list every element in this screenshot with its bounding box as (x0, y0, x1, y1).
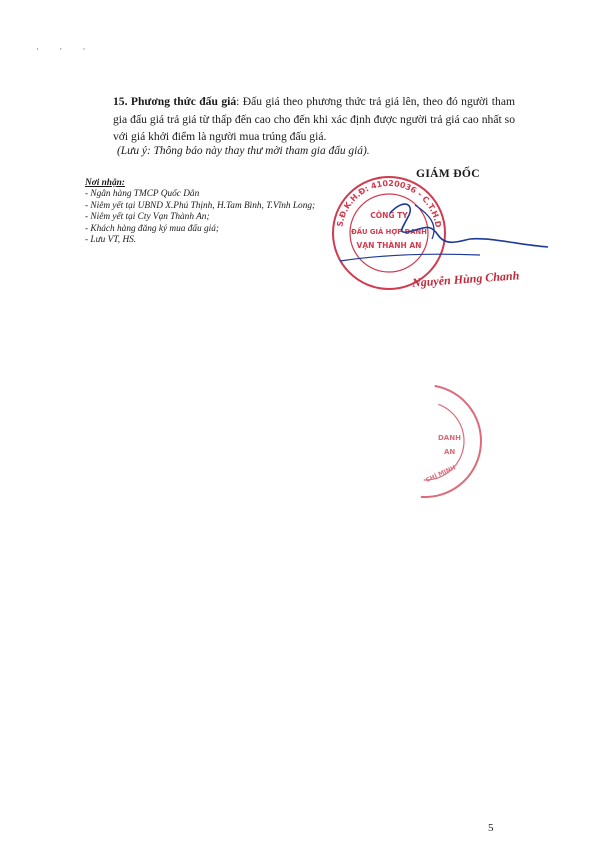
signature-scribble (320, 195, 550, 275)
note-text: (Lưu ý: Thông báo này thay thư mời tham gia đấu giá). (117, 145, 370, 157)
stamp-line-3: VẠN THÀNH AN (356, 241, 422, 250)
scan-specks: · · · (36, 44, 95, 54)
signer-name: Nguyễn Hùng Chanh (411, 268, 520, 290)
svg-text:DANH: DANH (438, 434, 461, 442)
stamp-line-2: ĐẤU GIÁ HỢP DANH (351, 228, 427, 236)
section-15-text: : Đấu giá theo phương thức trả giá lên, theo đó người tham gia đấu giá trả giá từ thấp đến cao cho đến khi xác định được người trả giá cao nhất so với giá khởi điểm là người mua trúng đấu giá. (113, 95, 515, 143)
signer-title: GIÁM ĐỐC (416, 167, 480, 180)
section-15-heading: 15. Phương thức đấu giá (113, 95, 237, 108)
recipient-item: - Ngân hàng TMCP Quốc Dân (85, 189, 200, 200)
svg-text:AN: AN (444, 448, 456, 456)
svg-text:CHÍ MINH: CHÍ MINH (424, 464, 457, 485)
recipient-item: - Khách hàng đăng ký mua đấu giá; (85, 223, 220, 234)
stamp-line-1: CÔNG TY (370, 211, 408, 220)
recipient-item: - Niêm yết tại Cty Vạn Thành An; (85, 212, 210, 223)
recipient-item: - Lưu VT, HS. (85, 235, 137, 246)
stamp-ring-text: S.Đ.K.H.Đ: 41020036 - C.T.H.D (335, 178, 443, 229)
page-number: 5 (488, 822, 494, 834)
section-15-paragraph (113, 93, 515, 146)
recipients-title: Nơi nhận: (85, 178, 125, 188)
recipient-item: - Niêm yết tại UBND X.Phú Thịnh, H.Tam Bình, T.Vĩnh Long; (85, 200, 316, 211)
ghost-stamp (366, 382, 484, 500)
